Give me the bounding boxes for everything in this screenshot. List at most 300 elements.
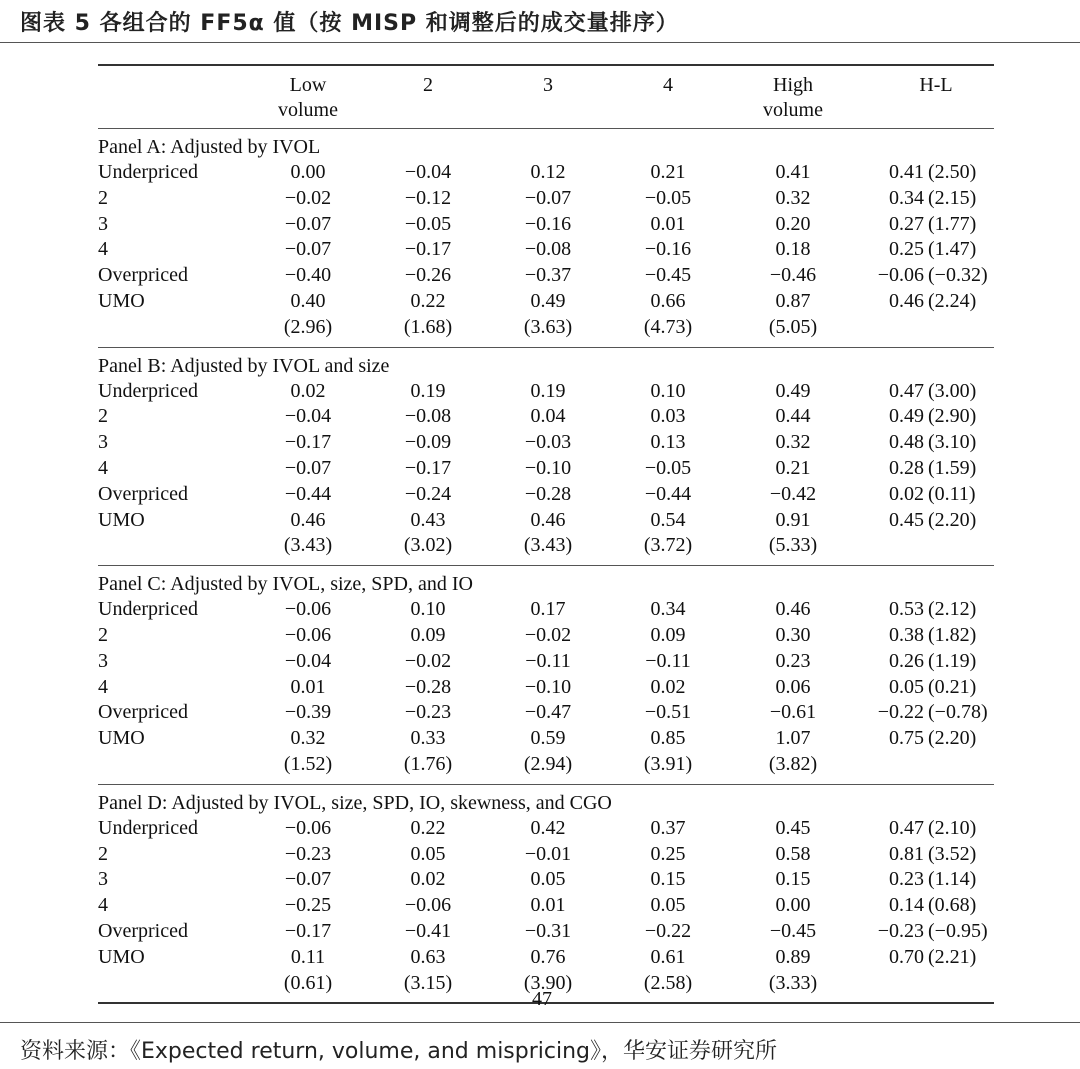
table-row bbox=[98, 623, 994, 649]
table-cell: 0.42 bbox=[530, 816, 566, 839]
table-row bbox=[98, 379, 994, 405]
page-number: 47 bbox=[532, 988, 552, 1010]
table-cell: −0.16 bbox=[644, 238, 692, 261]
title-divider bbox=[0, 42, 1080, 43]
table-row bbox=[98, 752, 994, 778]
table-cell: (3.63) bbox=[523, 315, 573, 338]
table-cell: 0.05 bbox=[410, 842, 446, 865]
table-cell: 0.00 bbox=[290, 161, 326, 183]
h-l-cell bbox=[858, 533, 994, 559]
table-cell: 1.07 bbox=[775, 727, 811, 750]
h-l-tstat: (2.20) bbox=[928, 727, 977, 750]
h-l-tstat: (2.15) bbox=[928, 186, 977, 209]
table-cell: −0.07 bbox=[284, 212, 332, 235]
h-l-value: 0.70 bbox=[889, 945, 924, 968]
table-cell: −0.24 bbox=[404, 482, 452, 505]
table-cell: 0.15 bbox=[775, 868, 811, 891]
table-cell: −0.17 bbox=[284, 919, 332, 942]
h-l-value: 0.27 bbox=[889, 212, 924, 235]
row-label: UMO bbox=[98, 727, 145, 750]
table-cell: 0.33 bbox=[410, 727, 446, 750]
table-cell: −0.02 bbox=[404, 649, 452, 672]
table-cell: 0.17 bbox=[530, 598, 566, 621]
header-col-2: 2 bbox=[423, 74, 433, 96]
table-cell: −0.05 bbox=[644, 456, 692, 479]
table-cell: 0.37 bbox=[650, 816, 686, 839]
panel-a bbox=[98, 129, 994, 347]
h-l-cell bbox=[858, 842, 994, 868]
table-row bbox=[98, 649, 994, 675]
table-cell: 0.49 bbox=[775, 379, 811, 402]
table-cell: (1.52) bbox=[283, 752, 333, 775]
row-label: UMO bbox=[98, 945, 145, 968]
table-cell: −0.25 bbox=[284, 894, 332, 917]
h-l-value: 0.81 bbox=[889, 842, 924, 865]
row-label: 3 bbox=[98, 431, 108, 454]
table-cell: −0.04 bbox=[284, 649, 332, 672]
table-cell: 0.91 bbox=[775, 508, 811, 531]
table-row bbox=[98, 816, 994, 842]
table-cell: −0.46 bbox=[769, 264, 817, 287]
h-l-value: 0.53 bbox=[889, 598, 924, 621]
h-l-tstat: (−0.78) bbox=[928, 701, 988, 724]
table-cell: 0.06 bbox=[775, 675, 811, 698]
table-cell: 0.49 bbox=[530, 289, 566, 312]
table-cell: (3.91) bbox=[643, 752, 693, 775]
table-cell: 0.18 bbox=[775, 238, 811, 261]
table-cell: 0.21 bbox=[650, 161, 686, 183]
h-l-tstat: (3.10) bbox=[928, 431, 977, 454]
table-cell: (5.33) bbox=[768, 534, 818, 557]
table-cell: −0.07 bbox=[284, 238, 332, 261]
table-cell: −0.08 bbox=[524, 238, 572, 261]
table-cell: −0.16 bbox=[524, 212, 572, 235]
header-col-high-volume: High volume bbox=[763, 74, 823, 121]
table-cell: 0.09 bbox=[410, 623, 446, 646]
table-cell: −0.61 bbox=[769, 701, 817, 724]
h-l-cell bbox=[858, 893, 994, 919]
table-cell: −0.03 bbox=[524, 431, 572, 454]
table-cell: 0.19 bbox=[530, 379, 566, 402]
table-cell: −0.45 bbox=[769, 919, 817, 942]
table-cell: 0.30 bbox=[775, 623, 811, 646]
table-cell: −0.26 bbox=[404, 264, 452, 287]
h-l-value: 0.38 bbox=[889, 623, 924, 646]
table-row bbox=[98, 482, 994, 508]
table-row bbox=[98, 597, 994, 623]
table-cell: (5.05) bbox=[768, 315, 818, 338]
table-cell: 0.15 bbox=[650, 868, 686, 891]
table-cell: −0.44 bbox=[284, 482, 332, 505]
table-cell: −0.44 bbox=[644, 482, 692, 505]
h-l-value: −0.23 bbox=[877, 919, 924, 942]
h-l-value: 0.14 bbox=[889, 894, 924, 917]
table-cell: 0.25 bbox=[650, 842, 686, 865]
h-l-cell bbox=[858, 186, 994, 212]
h-l-value: 0.25 bbox=[889, 238, 924, 261]
h-l-value: 0.05 bbox=[889, 675, 924, 698]
h-l-cell bbox=[858, 430, 994, 456]
row-label: 2 bbox=[98, 186, 108, 209]
table-cell: (3.82) bbox=[768, 752, 818, 775]
table-cell: (3.43) bbox=[523, 534, 573, 557]
h-l-cell bbox=[858, 289, 994, 315]
h-l-value bbox=[864, 752, 928, 778]
h-l-tstat: (1.59) bbox=[928, 456, 977, 479]
table-cell: (2.96) bbox=[283, 315, 333, 338]
header-col-4: 4 bbox=[663, 74, 673, 96]
row-label: Overpriced bbox=[98, 482, 188, 505]
row-label: Underpriced bbox=[98, 598, 198, 621]
source-divider bbox=[0, 1022, 1080, 1023]
h-l-value: 0.45 bbox=[889, 508, 924, 531]
row-label: UMO bbox=[98, 289, 145, 312]
h-l-tstat bbox=[928, 533, 994, 559]
table-row bbox=[98, 919, 994, 945]
table-cell: −0.31 bbox=[524, 919, 572, 942]
table-row bbox=[98, 289, 994, 315]
table-cell: 0.34 bbox=[650, 598, 686, 621]
table-cell: −0.07 bbox=[284, 868, 332, 891]
table-cell: (3.15) bbox=[403, 971, 453, 994]
table-cell: (4.73) bbox=[643, 315, 693, 338]
table-cell: 0.04 bbox=[530, 405, 566, 428]
table-cell: 0.05 bbox=[650, 894, 686, 917]
panel-title: Panel A: Adjusted by IVOL bbox=[98, 136, 321, 158]
table-row bbox=[98, 430, 994, 456]
h-l-cell bbox=[858, 649, 994, 675]
h-l-value: 0.41 bbox=[889, 161, 924, 183]
table-cell: −0.11 bbox=[525, 649, 571, 672]
row-label: 2 bbox=[98, 623, 108, 646]
row-label: Overpriced bbox=[98, 919, 188, 942]
h-l-value: 0.46 bbox=[889, 289, 924, 312]
row-label bbox=[98, 752, 248, 778]
h-l-cell bbox=[858, 315, 994, 341]
h-l-tstat: (1.77) bbox=[928, 212, 977, 235]
row-label: 2 bbox=[98, 405, 108, 428]
h-l-cell bbox=[858, 508, 994, 534]
table-cell: −0.51 bbox=[644, 701, 692, 724]
row-label: UMO bbox=[98, 508, 145, 531]
table-cell: −0.28 bbox=[524, 482, 572, 505]
row-label: 3 bbox=[98, 649, 108, 672]
table-cell: −0.07 bbox=[524, 186, 572, 209]
table-cell: 0.02 bbox=[650, 675, 686, 698]
table-cell: 0.01 bbox=[290, 675, 326, 698]
table-row bbox=[98, 893, 994, 919]
h-l-tstat: (2.10) bbox=[928, 816, 977, 839]
header-col-h-l: H-L bbox=[919, 74, 953, 96]
table-cell: (3.02) bbox=[403, 534, 453, 557]
table-cell: 0.23 bbox=[775, 649, 811, 672]
h-l-value: 0.49 bbox=[889, 405, 924, 428]
h-l-value bbox=[864, 533, 928, 559]
h-l-value: 0.34 bbox=[889, 186, 924, 209]
table-cell: −0.40 bbox=[284, 264, 332, 287]
panel-title: Panel C: Adjusted by IVOL, size, SPD, and IO bbox=[98, 573, 473, 596]
table-row bbox=[98, 315, 994, 341]
h-l-cell bbox=[858, 700, 994, 726]
table-cell: 0.01 bbox=[650, 212, 686, 235]
table-cell: 0.05 bbox=[530, 868, 566, 891]
h-l-tstat bbox=[928, 752, 994, 778]
row-label: 4 bbox=[98, 456, 108, 479]
h-l-tstat: (1.47) bbox=[928, 238, 977, 261]
h-l-cell bbox=[858, 404, 994, 430]
table-cell: −0.17 bbox=[284, 431, 332, 454]
table-cell: −0.17 bbox=[404, 238, 452, 261]
table-cell: −0.47 bbox=[524, 701, 572, 724]
table-cell: −0.42 bbox=[769, 482, 817, 505]
h-l-cell bbox=[858, 160, 994, 186]
h-l-cell bbox=[858, 971, 994, 997]
h-l-cell bbox=[858, 675, 994, 701]
h-l-cell bbox=[858, 456, 994, 482]
h-l-cell bbox=[858, 212, 994, 238]
h-l-cell bbox=[858, 623, 994, 649]
table-cell: 0.02 bbox=[290, 379, 326, 402]
table-cell: 0.87 bbox=[775, 289, 811, 312]
table-cell: 0.43 bbox=[410, 508, 446, 531]
h-l-value: 0.02 bbox=[889, 482, 924, 505]
h-l-value: 0.75 bbox=[889, 727, 924, 750]
h-l-tstat: (2.21) bbox=[928, 945, 977, 968]
table-cell: −0.23 bbox=[404, 701, 452, 724]
h-l-tstat bbox=[928, 315, 994, 341]
h-l-value: 0.23 bbox=[889, 868, 924, 891]
table-cell: 0.22 bbox=[410, 816, 446, 839]
table-row bbox=[98, 700, 994, 726]
h-l-tstat: (1.19) bbox=[928, 649, 977, 672]
table-body bbox=[98, 128, 994, 1004]
table-row bbox=[98, 263, 994, 289]
table-row bbox=[98, 842, 994, 868]
table-cell: −0.39 bbox=[284, 701, 332, 724]
row-label: Overpriced bbox=[98, 701, 188, 724]
h-l-cell bbox=[858, 919, 994, 945]
table-cell: −0.06 bbox=[404, 894, 452, 917]
h-l-value bbox=[864, 315, 928, 341]
table-cell: −0.02 bbox=[284, 186, 332, 209]
row-label: 2 bbox=[98, 842, 108, 865]
table-cell: −0.04 bbox=[284, 405, 332, 428]
h-l-value: 0.48 bbox=[889, 431, 924, 454]
h-l-tstat: (0.68) bbox=[928, 894, 977, 917]
table-cell: 0.32 bbox=[775, 186, 811, 209]
h-l-cell bbox=[858, 237, 994, 263]
table-cell: (3.72) bbox=[643, 534, 693, 557]
table-cell: 0.40 bbox=[290, 289, 326, 312]
table-cell: (3.90) bbox=[523, 971, 573, 994]
table-cell: 0.01 bbox=[530, 894, 566, 917]
results-table bbox=[98, 64, 994, 1004]
table-cell: 0.76 bbox=[530, 945, 566, 968]
table-cell: −0.10 bbox=[524, 675, 572, 698]
h-l-value bbox=[864, 971, 928, 997]
table-cell: −0.06 bbox=[284, 598, 332, 621]
table-row bbox=[98, 675, 994, 701]
row-label bbox=[98, 533, 248, 559]
table-header bbox=[98, 66, 994, 128]
table-cell: −0.01 bbox=[524, 842, 572, 865]
h-l-tstat: (2.50) bbox=[928, 161, 977, 183]
header-col-3: 3 bbox=[543, 74, 553, 96]
table-cell: 0.32 bbox=[290, 727, 326, 750]
table-cell: −0.10 bbox=[524, 456, 572, 479]
h-l-cell bbox=[858, 379, 994, 405]
table-cell: 0.09 bbox=[650, 623, 686, 646]
table-cell: −0.17 bbox=[404, 456, 452, 479]
table-cell: −0.02 bbox=[524, 623, 572, 646]
table-cell: 0.11 bbox=[290, 945, 326, 968]
table-cell: −0.05 bbox=[644, 186, 692, 209]
h-l-cell bbox=[858, 482, 994, 508]
table-cell: 0.44 bbox=[775, 405, 811, 428]
row-label: Underpriced bbox=[98, 816, 198, 839]
table-cell: −0.07 bbox=[284, 456, 332, 479]
table-cell: −0.06 bbox=[284, 816, 332, 839]
table-row bbox=[98, 533, 994, 559]
table-cell: 0.61 bbox=[650, 945, 686, 968]
h-l-tstat: (3.52) bbox=[928, 842, 977, 865]
h-l-tstat: (3.00) bbox=[928, 379, 977, 402]
table-row bbox=[98, 456, 994, 482]
table-cell: (1.76) bbox=[403, 752, 453, 775]
table-row bbox=[98, 404, 994, 430]
figure-title: 图表 5 各组合的 FF5α 值（按 MISP 和调整后的成交量排序） bbox=[20, 11, 679, 36]
table-cell: −0.06 bbox=[284, 623, 332, 646]
table-row bbox=[98, 212, 994, 238]
row-label: Underpriced bbox=[98, 161, 198, 183]
table-cell: (3.33) bbox=[768, 971, 818, 994]
h-l-tstat: (1.14) bbox=[928, 868, 977, 891]
table-cell: 0.85 bbox=[650, 727, 686, 750]
table-cell: 0.89 bbox=[775, 945, 811, 968]
h-l-tstat: (−0.95) bbox=[928, 919, 988, 942]
table-row bbox=[98, 945, 994, 971]
h-l-tstat bbox=[928, 971, 994, 997]
table-cell: 0.46 bbox=[775, 598, 811, 621]
table-row bbox=[98, 508, 994, 534]
table-row bbox=[98, 867, 994, 893]
table-cell: 0.19 bbox=[410, 379, 446, 402]
header-col-low-volume: Low volume bbox=[278, 74, 338, 121]
table-cell: −0.37 bbox=[524, 264, 572, 287]
table-cell: 0.20 bbox=[775, 212, 811, 235]
table-cell: 0.10 bbox=[650, 379, 686, 402]
row-label: Underpriced bbox=[98, 379, 198, 402]
row-label bbox=[98, 315, 248, 341]
table-cell: 0.32 bbox=[775, 431, 811, 454]
table-cell: −0.22 bbox=[644, 919, 692, 942]
h-l-cell bbox=[858, 816, 994, 842]
table-cell: 0.46 bbox=[530, 508, 566, 531]
h-l-cell bbox=[858, 597, 994, 623]
h-l-value: 0.28 bbox=[889, 456, 924, 479]
table-cell: 0.46 bbox=[290, 508, 326, 531]
row-label: Overpriced bbox=[98, 264, 188, 287]
table-cell: −0.09 bbox=[404, 431, 452, 454]
table-cell: (3.43) bbox=[283, 534, 333, 557]
h-l-value: −0.06 bbox=[877, 264, 924, 287]
source-note: 资料来源：《Expected return, volume, and mispricing》，华安证券研究所 bbox=[20, 1039, 778, 1064]
row-label: 4 bbox=[98, 238, 108, 261]
table-cell: −0.12 bbox=[404, 186, 452, 209]
h-l-value: 0.47 bbox=[889, 379, 924, 402]
h-l-tstat: (2.90) bbox=[928, 405, 977, 428]
row-label: 4 bbox=[98, 894, 108, 917]
table-cell: 0.21 bbox=[775, 456, 811, 479]
h-l-tstat: (2.20) bbox=[928, 508, 977, 531]
table-cell: 0.45 bbox=[775, 816, 811, 839]
table-cell: 0.03 bbox=[650, 405, 686, 428]
h-l-cell bbox=[858, 263, 994, 289]
table-cell: 0.63 bbox=[410, 945, 446, 968]
table-row bbox=[98, 237, 994, 263]
table-cell: −0.11 bbox=[645, 649, 691, 672]
table-cell: 0.00 bbox=[775, 894, 811, 917]
panel-title: Panel D: Adjusted by IVOL, size, SPD, IO, skewness, and CGO bbox=[98, 791, 612, 814]
table-cell: −0.45 bbox=[644, 264, 692, 287]
panel-d bbox=[98, 785, 994, 1003]
table-cell: 0.54 bbox=[650, 508, 686, 531]
table-cell: (2.58) bbox=[643, 971, 693, 994]
table-cell: −0.28 bbox=[404, 675, 452, 698]
table-cell: 0.41 bbox=[775, 161, 811, 183]
h-l-value: −0.22 bbox=[877, 701, 924, 724]
h-l-value: 0.47 bbox=[889, 816, 924, 839]
h-l-cell bbox=[858, 867, 994, 893]
h-l-value: 0.26 bbox=[889, 649, 924, 672]
row-label bbox=[98, 971, 248, 997]
panel-title: Panel B: Adjusted by IVOL and size bbox=[98, 354, 390, 377]
panel-b bbox=[98, 348, 994, 566]
table-cell: −0.23 bbox=[284, 842, 332, 865]
table-cell: 0.02 bbox=[410, 868, 446, 891]
h-l-tstat: (−0.32) bbox=[928, 264, 988, 287]
h-l-cell bbox=[858, 726, 994, 752]
table-row bbox=[98, 160, 994, 186]
h-l-tstat: (2.12) bbox=[928, 598, 977, 621]
row-label: 4 bbox=[98, 675, 108, 698]
h-l-tstat: (0.21) bbox=[928, 675, 977, 698]
table-cell: 0.58 bbox=[775, 842, 811, 865]
h-l-cell bbox=[858, 752, 994, 778]
table-cell: −0.04 bbox=[404, 161, 452, 183]
table-cell: 0.59 bbox=[530, 727, 566, 750]
h-l-tstat: (0.11) bbox=[928, 482, 976, 505]
panel-c bbox=[98, 566, 994, 784]
table-row bbox=[98, 726, 994, 752]
table-cell: −0.41 bbox=[404, 919, 452, 942]
table-cell: (1.68) bbox=[403, 315, 453, 338]
table-cell: 0.22 bbox=[410, 289, 446, 312]
table-cell: 0.66 bbox=[650, 289, 686, 312]
table-cell: 0.13 bbox=[650, 431, 686, 454]
table-cell: (0.61) bbox=[283, 971, 333, 994]
row-label: 3 bbox=[98, 212, 108, 235]
table-cell: 0.12 bbox=[530, 161, 566, 183]
table-cell: −0.08 bbox=[404, 405, 452, 428]
table-cell: 0.10 bbox=[410, 598, 446, 621]
table-cell: (2.94) bbox=[523, 752, 573, 775]
table-row bbox=[98, 186, 994, 212]
h-l-tstat: (2.24) bbox=[928, 289, 977, 312]
table-cell: −0.05 bbox=[404, 212, 452, 235]
h-l-cell bbox=[858, 945, 994, 971]
h-l-tstat: (1.82) bbox=[928, 623, 977, 646]
